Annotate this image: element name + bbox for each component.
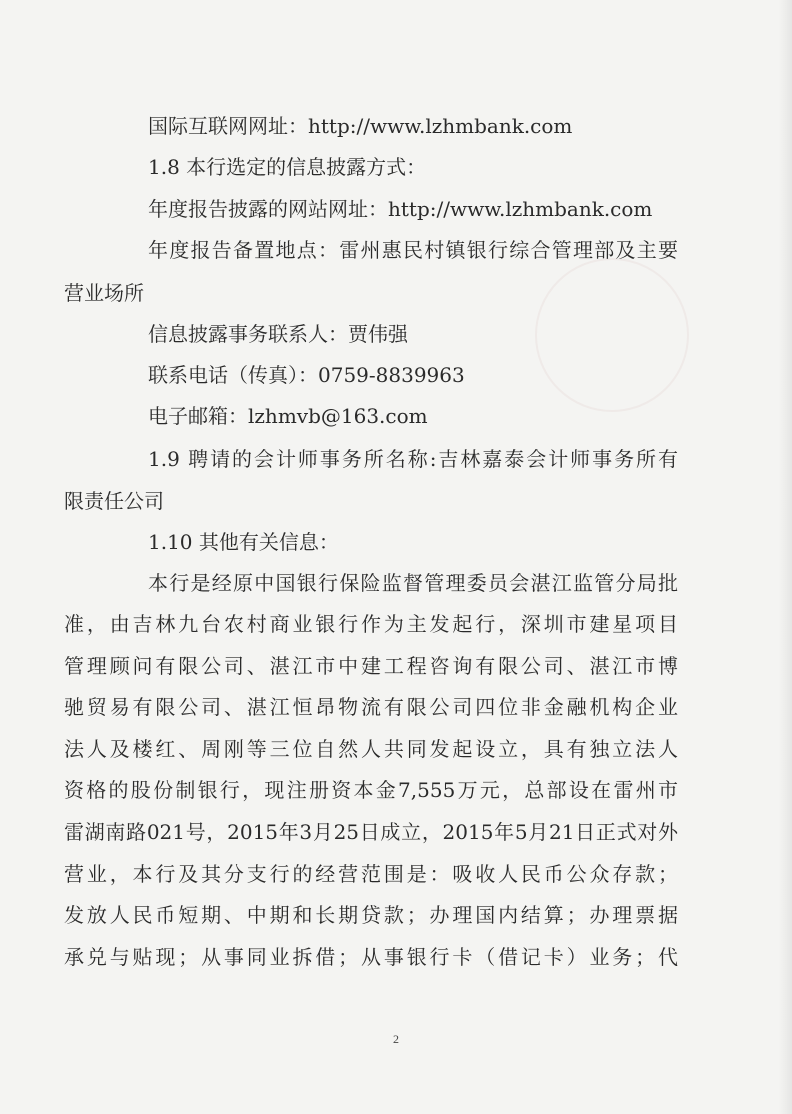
section-1-9-continued: 限责任公司 [64,489,164,513]
paragraph-line-7: 雷湖南路021号，2015年3月25日成立，2015年5月21日正式对外 [64,820,678,844]
report-website-line: 年度报告披露的网站网址：http://www.lzhmbank.com [148,197,653,221]
paragraph-line-2: 准，由吉林九台农村商业银行作为主发起行，深圳市建星项目 [64,612,678,636]
faded-seal-mark [535,258,689,412]
email-line: 电子邮箱：lzhmvb@163.com [148,404,428,428]
paragraph-line-8: 营业，本行及其分支行的经营范围是：吸收人民币公众存款； [64,862,678,886]
paragraph-line-4: 驰贸易有限公司、湛江恒昂物流有限公司四位非金融机构企业 [64,695,678,719]
paragraph-line-10: 承兑与贴现；从事同业拆借；从事银行卡（借记卡）业务；代 [64,945,678,969]
paragraph-line-6: 资格的股份制银行，现注册资本金7,555万元，总部设在雷州市 [64,778,678,802]
paragraph-line-9: 发放人民币短期、中期和长期贷款；办理国内结算；办理票据 [64,903,678,927]
report-location-line: 年度报告备置地点：雷州惠民村镇银行综合管理部及主要 [148,238,678,262]
section-1-9-heading: 1.9 聘请的会计师事务所名称:吉林嘉泰会计师事务所有 [148,447,678,471]
page-number: 2 [393,1032,399,1046]
paragraph-line-3: 管理顾问有限公司、湛江市中建工程咨询有限公司、湛江市博 [64,654,678,678]
contact-person-line: 信息披露事务联系人：贾伟强 [148,322,408,346]
paragraph-line-5: 法人及楼红、周刚等三位自然人共同发起设立，具有独立法人 [64,737,678,761]
section-1-8-heading: 1.8 本行选定的信息披露方式： [148,155,427,179]
phone-fax-line: 联系电话（传真）：0759-8839963 [148,363,465,387]
scan-edge-shadow [778,0,792,1114]
report-location-continued: 营业场所 [64,281,144,305]
website-line: 国际互联网网址：http://www.lzhmbank.com [148,114,573,138]
section-1-10-heading: 1.10 其他有关信息： [148,530,339,554]
paragraph-line-1: 本行是经原中国银行保险监督管理委员会湛江监管分局批 [148,571,678,595]
